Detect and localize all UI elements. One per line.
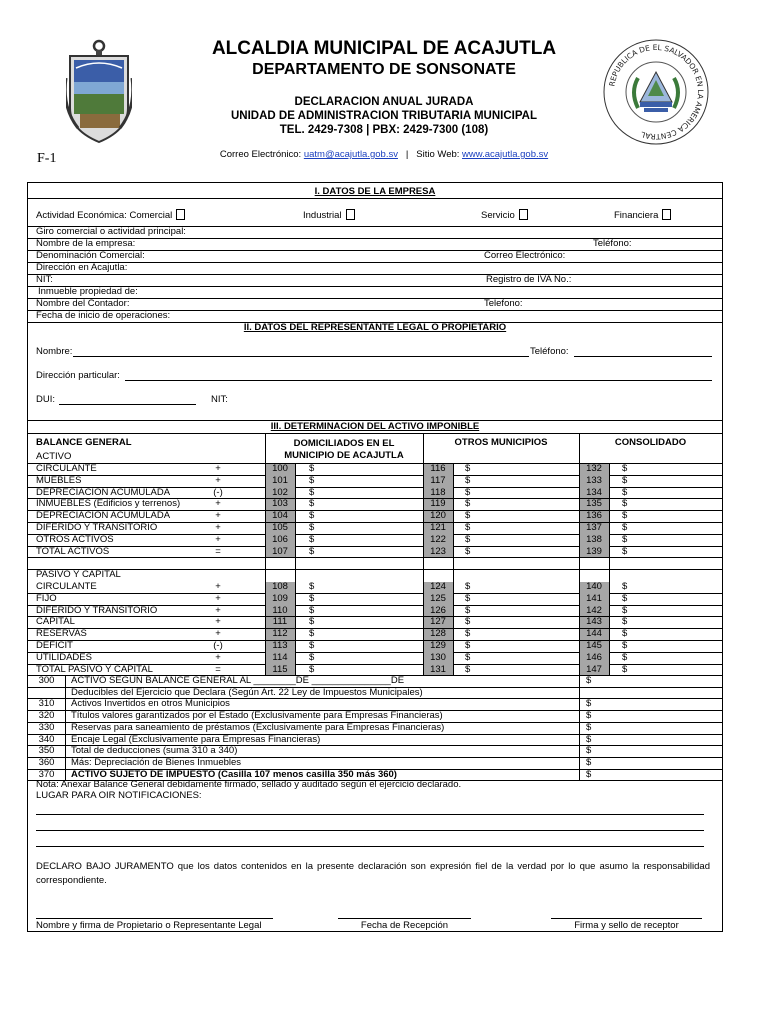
pasivo_rows-value-field[interactable]: $: [622, 616, 628, 628]
rep-name-input[interactable]: [73, 356, 529, 357]
pasivo_rows-value-field[interactable]: $: [309, 628, 315, 640]
activo_rows-value-field[interactable]: $: [465, 498, 471, 510]
national-seal: [602, 38, 710, 146]
form-code: F-1: [37, 151, 57, 166]
summary-code: 350: [38, 745, 55, 757]
activo_rows-label: TOTAL ACTIVOS: [36, 545, 110, 557]
rep-phone-input[interactable]: [574, 356, 712, 357]
pasivo_rows-code: 113: [272, 640, 288, 651]
activo_rows-sign: +: [215, 474, 221, 486]
summary-label: Títulos valores garantizados por el Estado (Exclusivamente para Empresas Financieras): [71, 710, 443, 722]
summary-value-field[interactable]: $: [586, 698, 592, 710]
summary-code: 320: [38, 710, 55, 722]
notificaciones-line-3[interactable]: [36, 846, 704, 847]
pasivo_rows-code: 126: [430, 604, 446, 616]
pasivo_rows-value-field[interactable]: $: [465, 651, 471, 663]
summary-code: 370: [38, 768, 55, 780]
pasivo_rows-code: 110: [272, 604, 288, 616]
owner-signature-line[interactable]: [36, 918, 273, 919]
accountant-field[interactable]: Nombre del Contador:: [36, 298, 130, 309]
activo_rows-value-field[interactable]: $: [622, 522, 628, 533]
notificaciones-line-1[interactable]: [36, 814, 704, 815]
pasivo_rows-sign: +: [215, 604, 221, 616]
summary-label: Más: Depreciación de Bienes Inmuebles: [71, 756, 242, 768]
pasivo_rows-code: 140: [586, 581, 602, 592]
pasivo_rows-code: 129: [430, 640, 446, 651]
pasivo_rows-code: 127: [430, 616, 446, 628]
summary-value-field[interactable]: $: [586, 675, 592, 686]
rep-dui-input[interactable]: [59, 404, 196, 405]
activo_rows-code: 137: [586, 522, 602, 533]
pasivo_rows-label: FIJO: [36, 592, 57, 604]
summary-code: 310: [38, 698, 55, 710]
pasivo_rows-value-field[interactable]: $: [622, 604, 628, 616]
activo_rows-label: DIFERIDO Y TRANSITORIO: [36, 522, 158, 533]
activo_rows-code: 103: [272, 498, 288, 510]
pasivo_rows-code: 114: [272, 651, 288, 663]
pasivo_rows-value-field[interactable]: $: [465, 663, 471, 675]
pasivo_rows-value-field[interactable]: $: [465, 592, 471, 604]
activo_rows-value-field[interactable]: $: [465, 522, 471, 533]
activo_rows-value-field[interactable]: $: [309, 510, 315, 522]
pasivo_rows-code: 131: [430, 663, 446, 675]
summary-label: ACTIVO SEGÚN BALANCE GENERAL AL ________DE _______________DE: [71, 675, 405, 686]
activo_rows-code: 134: [586, 486, 602, 498]
pasivo_rows-code: 143: [586, 616, 602, 628]
activo_rows-sign: +: [215, 498, 221, 510]
pasivo_rows-value-field[interactable]: $: [465, 628, 471, 640]
declaration-title: DECLARACION ANUAL JURADA: [294, 96, 474, 108]
pasivo_rows-value-field[interactable]: $: [465, 616, 471, 628]
balance-general-header: BALANCE GENERAL: [36, 437, 132, 448]
pasivo_rows-sign: +: [215, 651, 221, 663]
pasivo_rows-code: 147: [586, 663, 602, 675]
pasivo_rows-sign: +: [215, 628, 221, 640]
pasivo_rows-code: 125: [430, 592, 446, 604]
iva-field[interactable]: Registro de IVA No.:: [486, 274, 572, 285]
pasivo_rows-code: 112: [272, 628, 288, 640]
pasivo_rows-label: CAPITAL: [36, 616, 75, 628]
pasivo_rows-sign: (-): [213, 640, 223, 651]
activo_rows-value-field[interactable]: $: [622, 498, 628, 510]
pasivo_rows-value-field[interactable]: $: [465, 604, 471, 616]
pasivo_rows-value-field[interactable]: $: [309, 663, 315, 675]
activo_rows-sign: +: [215, 522, 221, 533]
industrial-checkbox[interactable]: [346, 209, 355, 220]
company-phone-field[interactable]: Teléfono:: [593, 238, 632, 249]
activo_rows-code: 104: [272, 510, 288, 522]
activo_rows-code: 105: [272, 522, 288, 533]
activo_rows-value-field[interactable]: $: [465, 533, 471, 545]
activo_rows-code: 120: [430, 510, 446, 522]
activo_rows-label: CIRCULANTE: [36, 463, 97, 474]
form-frame: [27, 182, 723, 932]
pasivo_rows-value-field[interactable]: $: [622, 628, 628, 640]
summary-value-field[interactable]: $: [586, 733, 592, 745]
reception-date-line[interactable]: [338, 918, 471, 919]
nota-text: Nota: Anexar Balance General debidamente firmado, sellado y auditado según el ejercicio declarado.: [36, 779, 462, 790]
unit-name: UNIDAD DE ADMINISTRACION TRIBUTARIA MUNICIPAL: [230, 110, 537, 122]
pasivo_rows-sign: +: [215, 592, 221, 604]
activo_rows-value-field[interactable]: $: [622, 463, 628, 474]
notificaciones-label: LUGAR PARA OIR NOTIFICACIONES:: [36, 790, 202, 801]
activo_rows-value-field[interactable]: $: [622, 474, 628, 486]
activo_rows-label: OTROS ACTIVOS: [36, 533, 114, 545]
activity-industrial: [303, 209, 355, 221]
activo_rows-label: DEPRECIACION ACUMULADA: [36, 510, 171, 522]
pasivo_rows-value-field[interactable]: $: [309, 616, 315, 628]
pasivo_rows-value-field[interactable]: $: [622, 640, 628, 651]
pasivo_rows-code: 144: [586, 628, 602, 640]
activo_rows-label: INMUEBLES (Edificios y terrenos): [36, 498, 181, 510]
summary-value-field[interactable]: $: [586, 721, 592, 733]
activo_rows-code: 100: [272, 463, 288, 474]
summary-label: Deducibles del Ejercicio que Declara (Según Art. 22 Ley de Impuestos Municipales): [71, 686, 423, 698]
activo_rows-value-field[interactable]: $: [465, 545, 471, 557]
trade-name-field[interactable]: Denominación Comercial:: [36, 250, 145, 261]
page-title: ALCALDIA MUNICIPAL DE ACAJUTLA: [211, 38, 557, 59]
activo_rows-code: 123: [430, 545, 446, 557]
owner-signature-label: Nombre y firma de Propietario o Representante Legal: [36, 920, 262, 931]
pasivo-header: PASIVO Y CAPITAL: [36, 569, 121, 580]
pasivo_rows-value-field[interactable]: $: [622, 651, 628, 663]
pasivo_rows-value-field[interactable]: $: [465, 581, 471, 592]
rep-address-label: Dirección particular:: [36, 370, 120, 381]
pasivo_rows-label: UTILIDADES: [36, 651, 92, 663]
pasivo_rows-value-field[interactable]: $: [309, 640, 315, 651]
summary-code: 360: [38, 756, 55, 768]
phone-line: TEL. 2429-7308 | PBX: 2429-7300 (108): [279, 124, 489, 136]
activo_rows-code: 136: [586, 510, 602, 522]
activo_rows-value-field[interactable]: $: [309, 522, 315, 533]
summary-label: Reservas para saneamiento de préstamos (Exclusivamente para Empresas Financieras): [71, 721, 445, 733]
notificaciones-line-2[interactable]: [36, 830, 704, 831]
pasivo_rows-value-field[interactable]: $: [622, 663, 628, 675]
activo_rows-code: 121: [430, 522, 446, 533]
pasivo_rows-code: 124: [430, 581, 446, 592]
financiera-checkbox[interactable]: [662, 209, 671, 220]
accountant-phone-field[interactable]: Telefono:: [484, 298, 523, 309]
activo_rows-code: 122: [430, 533, 446, 545]
pasivo_rows-code: 128: [430, 628, 446, 640]
summary-code: 340: [38, 733, 55, 745]
col-domiciliados-line1: DOMICILIADOS EN EL: [293, 438, 395, 449]
summary-value-field[interactable]: $: [586, 745, 592, 757]
pasivo_rows-code: 111: [272, 616, 288, 628]
servicio-label: Servicio: [481, 210, 515, 221]
pasivo_rows-value-field[interactable]: $: [622, 592, 628, 604]
summary-value-field[interactable]: $: [586, 756, 592, 768]
email-link[interactable]: uatm@acajutla.gob.sv: [303, 149, 398, 160]
activo_rows-code: 138: [586, 533, 602, 545]
rep-nit-label: NIT:: [211, 394, 228, 405]
activo_rows-code: 107: [272, 545, 288, 557]
pasivo_rows-value-field[interactable]: $: [309, 581, 315, 592]
activo_rows-sign: =: [215, 545, 221, 557]
activo_rows-value-field[interactable]: $: [309, 463, 315, 474]
activity-comercial: [36, 209, 185, 221]
col-domiciliados-line2: MUNICIPIO DE ACAJUTLA: [284, 450, 404, 461]
financiera-label: Financiera: [614, 210, 659, 221]
activo_rows-code: 118: [430, 486, 446, 498]
activo_rows-code: 117: [430, 474, 446, 486]
pasivo_rows-sign: +: [215, 581, 221, 592]
pasivo_rows-value-field[interactable]: $: [309, 651, 315, 663]
activo_rows-sign: +: [215, 533, 221, 545]
pasivo_rows-value-field[interactable]: $: [622, 581, 628, 592]
activo_rows-value-field[interactable]: $: [309, 498, 315, 510]
rep-dui-label: DUI:: [36, 394, 55, 405]
pasivo_rows-sign: +: [215, 616, 221, 628]
pasivo_rows-code: 141: [586, 592, 602, 604]
pasivo_rows-code: 108: [272, 581, 288, 592]
activo_rows-value-field[interactable]: $: [309, 486, 315, 498]
pasivo_rows-code: 109: [272, 592, 288, 604]
contact-line: [150, 149, 618, 160]
svg-text:REPUBLICA DE EL SALVADOR EN LA: REPUBLICA DE EL SALVADOR EN LA AMERICA CENTRAL: [607, 42, 706, 142]
pasivo_rows-label: RESERVAS: [36, 628, 87, 640]
pasivo_rows-code: 146: [586, 651, 602, 663]
rep-address-input[interactable]: [125, 380, 712, 381]
declaracion-jurada-text: DECLARO BAJO JURAMENTO que los datos contenidos en la presente declaración son expresión fiel de la verdad por lo que asumo la responsabilidad correspondiente.: [36, 861, 710, 886]
activo-header: ACTIVO: [36, 451, 72, 462]
activo_rows-code: 132: [586, 463, 602, 474]
pasivo_rows-value-field[interactable]: $: [309, 604, 315, 616]
servicio-checkbox[interactable]: [519, 209, 528, 220]
activo_rows-code: 116: [430, 463, 446, 474]
pasivo_rows-label: DEFICIT: [36, 640, 73, 651]
activo_rows-code: 106: [272, 533, 288, 545]
activity-label: Actividad Económica: Comercial: [36, 210, 173, 221]
industrial-label: Industrial: [303, 210, 342, 221]
activity-servicio: [481, 209, 528, 221]
activo_rows-value-field[interactable]: $: [622, 545, 628, 557]
activo_rows-value-field[interactable]: $: [309, 545, 315, 557]
web-link[interactable]: www.acajutla.gob.sv: [462, 149, 549, 160]
activo_rows-value-field[interactable]: $: [465, 486, 471, 498]
activo_rows-sign: (-): [213, 486, 223, 498]
address-field[interactable]: Dirección en Acajutla:: [36, 262, 128, 273]
web-label: Sitio Web:: [416, 149, 463, 160]
activo_rows-value-field[interactable]: $: [622, 533, 628, 545]
col-consolidado: CONSOLIDADO: [614, 437, 687, 448]
rep-phone-label: Teléfono:: [530, 346, 569, 357]
summary-value-field[interactable]: $: [586, 710, 592, 722]
pasivo_rows-code: 115: [272, 663, 288, 675]
reception-date-label: Fecha de Recepción: [360, 920, 449, 931]
giro-field[interactable]: Giro comercial o actividad principal:: [36, 226, 186, 237]
activo_rows-value-field[interactable]: $: [309, 474, 315, 486]
receiver-signature-line[interactable]: [551, 918, 702, 919]
activo_rows-value-field[interactable]: $: [465, 463, 471, 474]
property-owner-field[interactable]: Inmueble propiedad de:: [38, 286, 138, 297]
summary-value-field[interactable]: $: [586, 768, 592, 780]
activo_rows-code: 119: [430, 498, 446, 510]
summary-label: ACTIVO SUJETO DE IMPUESTO (Casilla 107 menos casilla 350 más 360): [71, 768, 397, 780]
col-otros-municipios: OTROS MUNICIPIOS: [454, 437, 548, 448]
activo_rows-label: MUEBLES: [36, 474, 82, 486]
pasivo_rows-label: TOTAL PASIVO Y CAPITAL: [36, 663, 153, 675]
activo_rows-value-field[interactable]: $: [622, 510, 628, 522]
activo_rows-code: 101: [272, 474, 288, 486]
municipal-logo: [66, 38, 132, 146]
section2-title: II. DATOS DEL REPRESENTANTE LEGAL O PROPIETARIO: [243, 322, 507, 333]
pasivo_rows-value-field[interactable]: $: [309, 592, 315, 604]
pasivo_rows-value-field[interactable]: $: [465, 640, 471, 651]
activo_rows-value-field[interactable]: $: [465, 474, 471, 486]
activo_rows-code: 133: [586, 474, 602, 486]
section1-title: I. DATOS DE LA EMPRESA: [314, 186, 436, 197]
activo_rows-value-field[interactable]: $: [465, 510, 471, 522]
activo_rows-label: DEPRECIACION ACUMULADA: [36, 486, 171, 498]
contact-separator: |: [405, 149, 409, 160]
activo_rows-code: 135: [586, 498, 602, 510]
summary-code: 300: [38, 675, 55, 686]
company-name-field[interactable]: Nombre de la empresa:: [36, 238, 136, 249]
pasivo_rows-code: 145: [586, 640, 602, 651]
start-date-field[interactable]: Fecha de inicio de operaciones:: [36, 310, 171, 321]
company-email-field[interactable]: Correo Electrónico:: [484, 250, 566, 261]
comercial-checkbox[interactable]: [176, 209, 185, 220]
pasivo_rows-code: 130: [430, 651, 446, 663]
activo_rows-sign: +: [215, 510, 221, 522]
activo_rows-code: 139: [586, 545, 602, 557]
activo_rows-sign: +: [215, 463, 221, 474]
pasivo_rows-label: CIRCULANTE: [36, 581, 97, 592]
activo_rows-value-field[interactable]: $: [622, 486, 628, 498]
summary-label: Encaje Legal (Exclusivamente para Empresas Financieras): [71, 733, 321, 745]
receiver-signature-label: Firma y sello de receptor: [574, 920, 679, 931]
email-label: Correo Electrónico:: [219, 149, 304, 160]
pasivo_rows-code: 142: [586, 604, 602, 616]
page-subtitle: DEPARTAMENTO DE SONSONATE: [252, 61, 516, 78]
nit-field[interactable]: NIT:: [36, 274, 53, 285]
summary-label: Total de deducciones (suma 310 a 340): [71, 745, 238, 757]
pasivo_rows-label: DIFERIDO Y TRANSITORIO: [36, 604, 158, 616]
summary-label: Activos Invertidos en otros Municipios: [71, 698, 230, 710]
rep-name-label: Nombre:: [36, 346, 73, 357]
activo_rows-code: 102: [272, 486, 288, 498]
activo_rows-value-field[interactable]: $: [309, 533, 315, 545]
summary-code: 330: [38, 721, 55, 733]
section3-title: III. DETERMINACION DEL ACTIVO IMPONIBLE: [270, 421, 480, 432]
pasivo_rows-sign: =: [215, 663, 221, 675]
activity-financiera: [614, 209, 671, 221]
